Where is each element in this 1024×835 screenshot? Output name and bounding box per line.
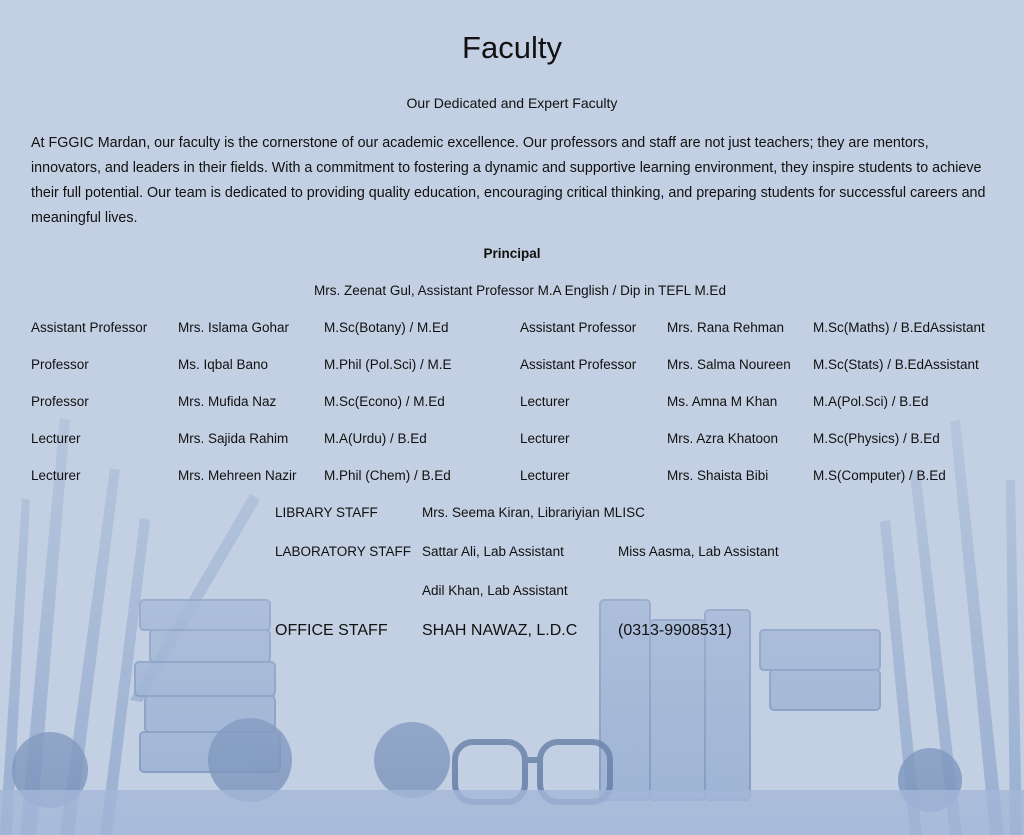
qualification: M.Phil (Pol.Sci) / M.E — [324, 357, 452, 372]
faculty-row — [0, 394, 1024, 414]
page-subtitle: Our Dedicated and Expert Faculty — [406, 95, 618, 111]
laboratory-staff-label: LABORATORY STAFF — [275, 544, 412, 559]
library-staff-row — [0, 505, 1024, 527]
office-phone: (0313-9908531) — [618, 622, 732, 639]
designation: Assistant Professor — [31, 320, 148, 335]
laboratory-staff-row — [0, 544, 1024, 566]
library-staff-member: Mrs. Seema Kiran, Librariyian MLISC — [422, 505, 645, 520]
principal-heading: Principal — [483, 246, 541, 261]
faculty-row — [0, 357, 1024, 377]
faculty-name: Mrs. Mehreen Nazir — [178, 468, 297, 483]
faculty-name: Mrs. Rana Rehman — [667, 320, 785, 335]
designation: Professor — [31, 394, 89, 409]
designation: Lecturer — [520, 394, 570, 409]
qualification: M.A(Urdu) / B.Ed — [324, 431, 427, 446]
qualification: M.Sc(Stats) / B.EdAssistant — [813, 357, 979, 372]
qualification: M.Phil (Chem) / B.Ed — [324, 468, 451, 483]
faculty-name: Mrs. Sajida Rahim — [178, 431, 289, 446]
qualification: M.Sc(Maths) / B.EdAssistant — [813, 320, 985, 335]
faculty-row — [0, 431, 1024, 451]
laboratory-staff-member: Adil Khan, Lab Assistant — [422, 583, 568, 598]
designation: Lecturer — [31, 468, 81, 483]
qualification: M.Sc(Botany) / M.Ed — [324, 320, 449, 335]
office-staff-member: SHAH NAWAZ, L.D.C — [422, 622, 578, 639]
faculty-name: Mrs. Shaista Bibi — [667, 468, 769, 483]
faculty-row — [0, 468, 1024, 488]
intro-paragraph: At FGGIC Mardan, our faculty is the cornerstone of our academic excellence. Our professors and staff are not just teachers; they are mentors, innovators, and leaders in their fields. With a commitment to fostering a dynamic and supportive learning environment, they inspire students to achieve their full potential. Our team is dedicated to providing quality education, encouraging critical thinking, and preparing students for successful careers and meaningful lives. — [31, 135, 986, 226]
faculty-name: Mrs. Salma Noureen — [667, 357, 791, 372]
qualification: M.Sc(Econo) / M.Ed — [324, 394, 445, 409]
qualification: M.S(Computer) / B.Ed — [813, 468, 946, 483]
office-staff-label: OFFICE STAFF — [275, 622, 388, 639]
designation: Professor — [31, 357, 89, 372]
page-title: Faculty — [462, 30, 562, 65]
designation: Lecturer — [520, 468, 570, 483]
office-staff-row — [0, 622, 1024, 644]
faculty-name: Ms. Iqbal Bano — [178, 357, 269, 372]
laboratory-staff-row — [0, 583, 1024, 605]
principal-name: Mrs. Zeenat Gul, Assistant Professor M.A English / Dip in TEFL M.Ed — [314, 283, 726, 298]
faculty-name: Ms. Amna M Khan — [667, 394, 778, 409]
faculty-name: Mrs. Islama Gohar — [178, 320, 290, 335]
library-staff-label: LIBRARY STAFF — [275, 505, 378, 520]
faculty-name: Mrs. Azra Khatoon — [667, 431, 779, 446]
qualification: M.Sc(Physics) / B.Ed — [813, 431, 940, 446]
designation: Assistant Professor — [520, 320, 637, 335]
qualification: M.A(Pol.Sci) / B.Ed — [813, 394, 929, 409]
laboratory-staff-member: Sattar Ali, Lab Assistant — [422, 544, 564, 559]
designation: Assistant Professor — [520, 357, 637, 372]
faculty-name: Mrs. Mufida Naz — [178, 394, 277, 409]
designation: Lecturer — [31, 431, 81, 446]
laboratory-staff-member: Miss Aasma, Lab Assistant — [618, 544, 779, 559]
faculty-row — [0, 320, 1024, 340]
designation: Lecturer — [520, 431, 570, 446]
